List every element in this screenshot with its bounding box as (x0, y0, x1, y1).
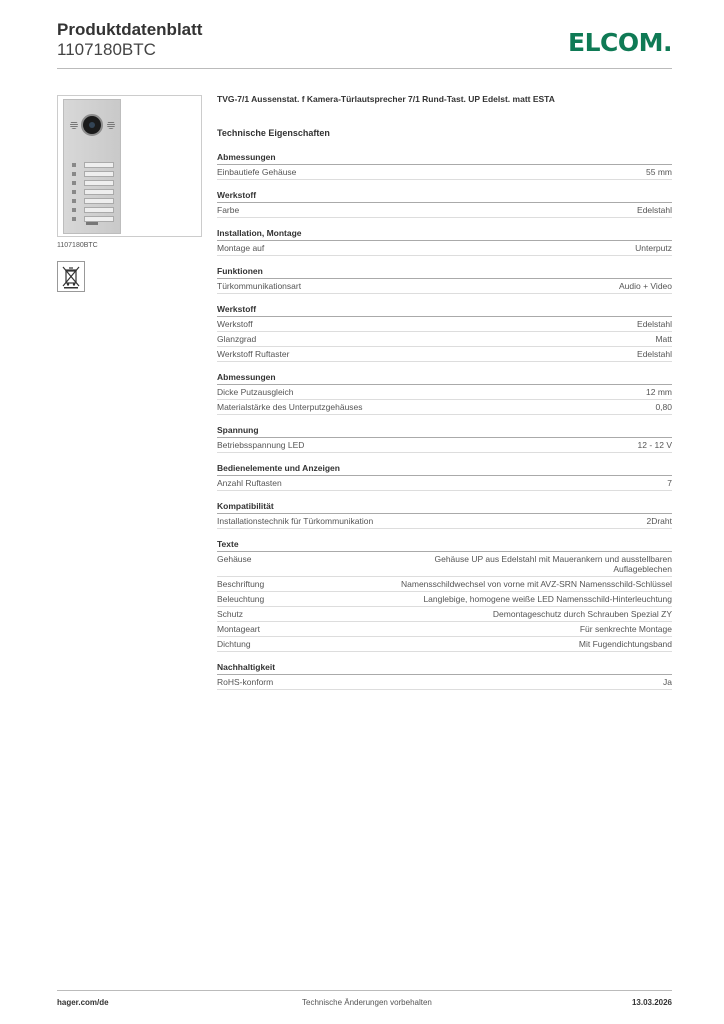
property-label: Dicke Putzausgleich (217, 387, 294, 397)
property-row (217, 514, 672, 529)
group-title: Werkstoff (217, 190, 672, 203)
speaker-grille-left (70, 121, 78, 129)
call-button (72, 162, 116, 168)
property-value: Für senkrechte Montage (579, 624, 672, 634)
property-label: Betriebsspannung LED (217, 440, 305, 450)
property-value: 0,80 (655, 402, 672, 412)
footer-divider (57, 990, 672, 991)
property-label: Glanzgrad (217, 334, 257, 344)
call-button (72, 198, 116, 204)
product-photo-door-station (57, 95, 202, 237)
property-row (217, 675, 672, 690)
call-button (72, 189, 116, 195)
property-row (217, 279, 672, 294)
group-title: Texte (217, 539, 672, 552)
speaker-grille-right (107, 121, 115, 129)
property-label: Farbe (217, 205, 240, 215)
property-value: 55 mm (646, 167, 672, 177)
property-row (217, 203, 672, 218)
property-row (217, 347, 672, 362)
footer-date: 13.03.2026 (631, 998, 672, 1007)
group-title: Installation, Montage (217, 228, 672, 241)
property-row (217, 241, 672, 256)
properties-list (217, 152, 672, 690)
group-title: Kompatibilität (217, 501, 672, 514)
article-number: 1107180BTC (57, 40, 156, 59)
property-label: Einbautiefe Gehäuse (217, 167, 297, 177)
door-station-panel (63, 99, 121, 234)
group-title: Werkstoff (217, 304, 672, 317)
property-value: 12 mm (646, 387, 672, 397)
footer-website[interactable]: hager.com/de (57, 998, 109, 1007)
property-row (217, 637, 672, 652)
property-value: 2Draht (646, 516, 672, 526)
property-value: Matt (655, 334, 672, 344)
property-value: 7 (667, 478, 672, 488)
image-caption: 1107180BTC (57, 242, 98, 249)
property-label: Installationstechnik für Türkommunikation (217, 516, 374, 526)
property-label: Dichtung (217, 639, 251, 649)
property-value: Edelstahl (637, 349, 672, 359)
property-label: Beschriftung (217, 579, 265, 589)
property-label: Werkstoff Ruftaster (217, 349, 290, 359)
property-label: Anzahl Ruftasten (217, 478, 282, 488)
property-row (217, 165, 672, 180)
property-group (217, 539, 672, 652)
property-value: Namensschildwechsel von vorne mit AVZ-SRN Namensschild-Schlüssel (401, 579, 672, 589)
property-row (217, 476, 672, 491)
group-title: Spannung (217, 425, 672, 438)
group-title: Abmessungen (217, 372, 672, 385)
property-label: Gehäuse (217, 554, 252, 564)
property-row (217, 577, 672, 592)
page-title: Produktdatenblatt (57, 20, 203, 39)
property-value: Ja (663, 677, 672, 687)
property-group (217, 372, 672, 415)
property-value: Unterputz (635, 243, 672, 253)
header-divider (57, 68, 672, 69)
property-row (217, 607, 672, 622)
main-content (217, 94, 672, 700)
call-button (72, 207, 116, 213)
brand-plate (86, 222, 98, 225)
property-value: Langlebige, homogene weiße LED Namensschild-Hinterleuchtung (423, 594, 672, 604)
property-row (217, 332, 672, 347)
elcom-logo: ELCOM. (568, 28, 672, 57)
property-row (217, 438, 672, 453)
product-description: TVG-7/1 Aussenstat. f Kamera-Türlautsprecher 7/1 Rund-Tast. UP Edelst. matt ESTA (217, 94, 555, 104)
camera-lens-icon (81, 114, 103, 136)
property-label: Materialstärke des Unterputzgehäuses (217, 402, 363, 412)
property-value: Demontageschutz durch Schrauben Spezial ZY (492, 609, 672, 619)
property-value: Gehäuse UP aus Edelstahl mit Mauerankern und ausstellbaren Auflageblechen (434, 554, 672, 574)
property-label: Montageart (217, 624, 260, 634)
property-label: Türkommunikationsart (217, 281, 302, 291)
page-header (57, 20, 672, 68)
property-row (217, 622, 672, 637)
property-value: Audio + Video (618, 281, 672, 291)
property-group (217, 463, 672, 491)
group-title: Abmessungen (217, 152, 672, 165)
call-button (72, 171, 116, 177)
property-value: Edelstahl (637, 319, 672, 329)
property-value: Mit Fugendichtungsband (578, 639, 672, 649)
group-title: Funktionen (217, 266, 672, 279)
property-group (217, 228, 672, 256)
property-row (217, 385, 672, 400)
property-row (217, 400, 672, 415)
weee-crossed-bin-icon (57, 261, 85, 292)
property-label: Beleuchtung (217, 594, 265, 604)
property-group (217, 501, 672, 529)
property-label: Schutz (217, 609, 243, 619)
property-group (217, 304, 672, 362)
group-title: Bedienelemente und Anzeigen (217, 463, 672, 476)
section-title: Technische Eigenschaften (217, 128, 330, 138)
property-label: Werkstoff (217, 319, 253, 329)
property-group (217, 425, 672, 453)
property-group (217, 266, 672, 294)
property-row (217, 552, 672, 577)
group-title: Nachhaltigkeit (217, 662, 672, 675)
call-button (72, 180, 116, 186)
property-value: 12 - 12 V (637, 440, 672, 450)
property-group (217, 190, 672, 218)
property-row (217, 592, 672, 607)
property-label: RoHS-konform (217, 677, 274, 687)
property-group (217, 662, 672, 690)
property-value: Edelstahl (637, 205, 672, 215)
footer-notice: Technische Änderungen vorbehalten (302, 998, 432, 1007)
property-group (217, 152, 672, 180)
left-column (57, 95, 205, 292)
property-row (217, 317, 672, 332)
property-label: Montage auf (217, 243, 265, 253)
